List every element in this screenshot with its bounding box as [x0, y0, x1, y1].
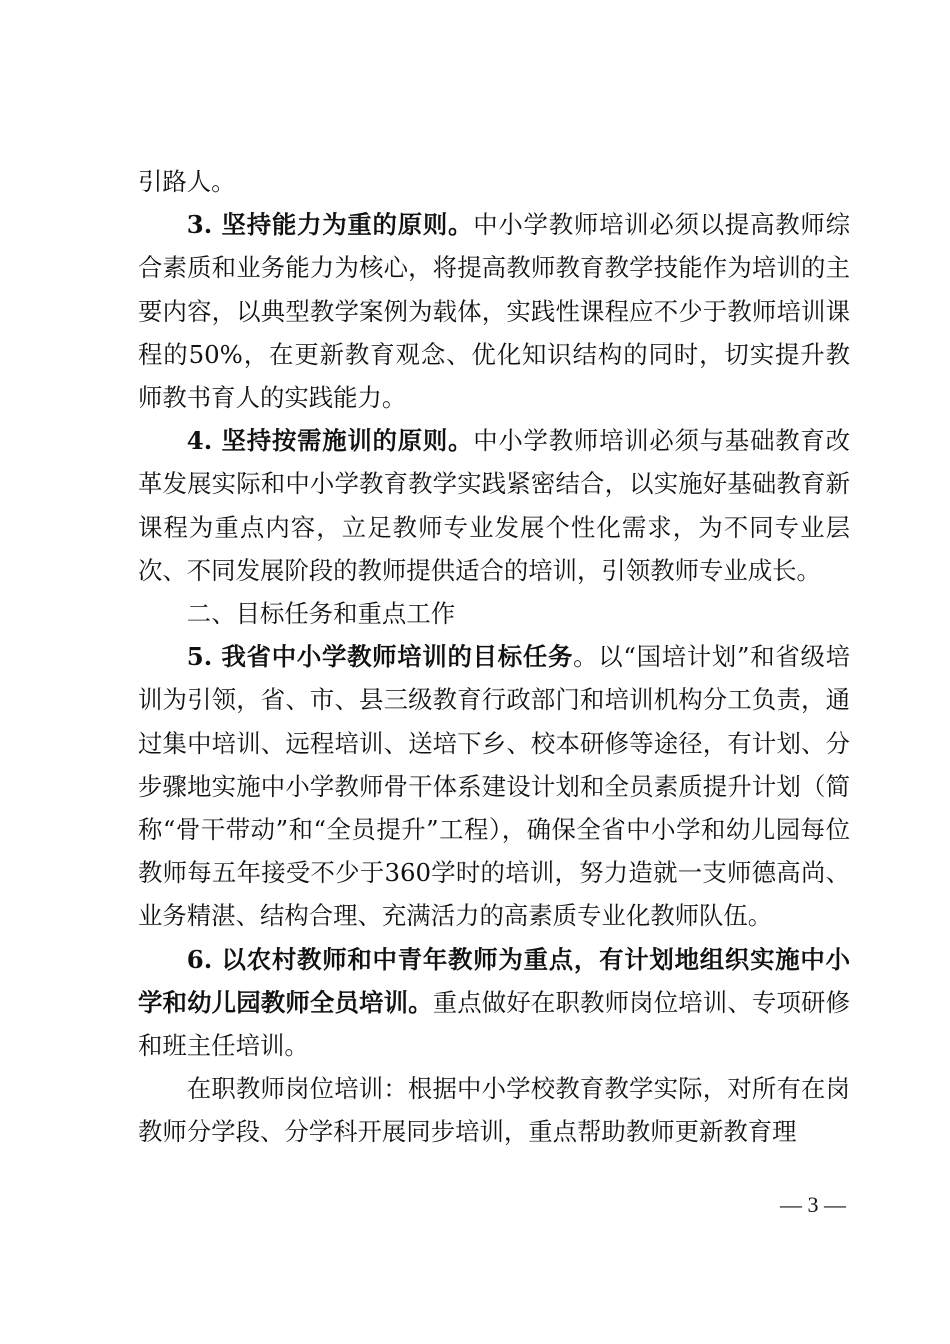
- paragraph-lead: 3. 坚持能力为重的原则。: [186, 210, 474, 240]
- paragraph-principle-3: [138, 203, 850, 419]
- paragraph-in-service-training: [138, 1067, 850, 1153]
- paragraph-lead: 5. 我省中小学教师培训的目标任务: [186, 642, 574, 672]
- paragraph-principle-4: [138, 419, 850, 592]
- page-number: — 3 —: [780, 1192, 846, 1217]
- paragraph-continuation: [138, 160, 850, 203]
- paragraph-lead: 6. 以农村教师和中青年教师为重点，有计划地组织实施中小学和幼儿园教师全员培训。: [138, 944, 850, 1017]
- paragraph-text: 中小学教师培训必须以提高教师综合素质和业务能力为核心，将提高教师教育教学技能作为培训的主要内容，以典型教学案例为载体，实践性课程应不少于教师培训课程的50%，在更新教育观念、优化知识结构的同时，切实提升教师教书育人的实践能力。: [138, 210, 850, 413]
- paragraph-item-6: [138, 938, 850, 1068]
- paragraph-text: 中小学教师培训必须与基础教育改革发展实际和中小学教育教学实践紧密结合，以实施好基础教育新课程为重点内容，立足教师专业发展个性化需求，为不同专业层次、不同发展阶段的教师提供适合的培训，引领教师专业成长。: [138, 426, 850, 585]
- section-heading: 二、目标任务和重点工作: [186, 599, 456, 629]
- paragraph-text: 重点做好在职教师岗位培训、专项研修和班主任培训。: [138, 987, 850, 1061]
- paragraph-lead: 4. 坚持按需施训的原则。: [186, 426, 474, 456]
- paragraph-item-5: [138, 635, 850, 937]
- document-body: [138, 160, 850, 1154]
- paragraph-text: 。以“国培计划”和省级培训为引领，省、市、县三级教育行政部门和培训机构分工负责，通过集中培训、远程培训、送培下乡、校本研修等途径，有计划、分步骤地实施中小学教师骨干体系建设计划和全员素质提升计划（简称“骨干带动”和“全员提升”工程），确保全省中小学和幼儿园每位教师每五年接受不少于360学时的培训，努力造就一支师德高尚、业务精湛、结构合理、充满活力的高素质专业化教师队伍。: [138, 642, 850, 931]
- paragraph-text: 在职教师岗位培训：根据中小学校教育教学实际，对所有在岗教师分学段、分学科开展同步培训，重点帮助教师更新教育理: [138, 1074, 850, 1147]
- paragraph-text: 引路人。: [138, 167, 236, 196]
